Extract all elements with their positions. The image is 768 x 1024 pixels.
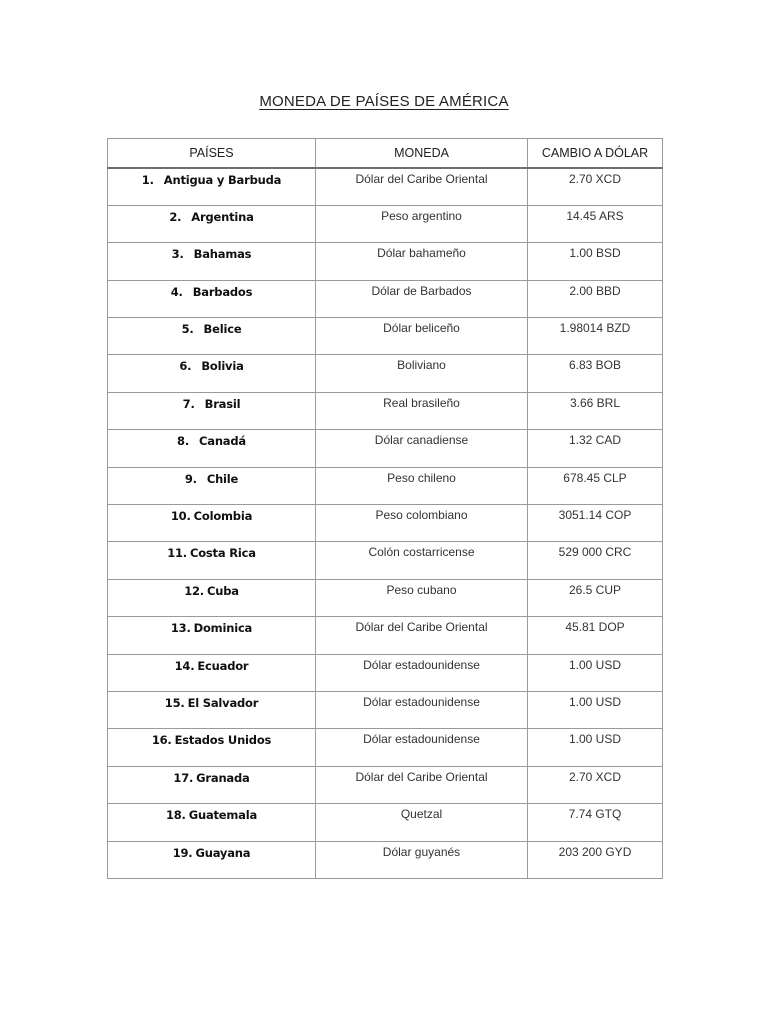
currency-cell: Peso argentino	[316, 205, 528, 242]
table-row	[108, 355, 663, 392]
country-name: Canadá	[199, 434, 246, 449]
table-row	[108, 542, 663, 579]
currency-cell: Colón costarricense	[316, 542, 528, 579]
exchange-rate-cell: 2.70 XCD	[528, 766, 663, 803]
row-number: 3.	[171, 247, 184, 262]
table-row	[108, 617, 663, 654]
exchange-rate-cell: 7.74 GTQ	[528, 804, 663, 841]
currency-cell: Dólar de Barbados	[316, 280, 528, 317]
country-cell	[108, 766, 316, 803]
table-row	[108, 804, 663, 841]
row-number: 10.	[170, 509, 191, 524]
country-name: Barbados	[192, 284, 253, 299]
country-cell	[108, 617, 316, 654]
currency-cell: Peso cubano	[316, 579, 528, 616]
country-cell	[108, 318, 316, 355]
table-row	[108, 729, 663, 766]
country-cell	[108, 355, 316, 392]
currency-cell: Dólar del Caribe Oriental	[316, 766, 528, 803]
exchange-rate-cell: 1.00 USD	[528, 654, 663, 691]
row-number: 17.	[173, 770, 194, 785]
row-number: 9.	[184, 471, 197, 486]
exchange-rate-cell: 45.81 DOP	[528, 617, 663, 654]
row-number: 12.	[184, 583, 204, 598]
table-row	[108, 841, 663, 878]
row-number: 8.	[177, 434, 190, 449]
table-row	[108, 205, 663, 242]
country-cell	[108, 841, 316, 878]
table-row	[108, 280, 663, 317]
table-header	[108, 139, 663, 169]
exchange-rate-cell: 26.5 CUP	[528, 579, 663, 616]
exchange-rate-cell: 3.66 BRL	[528, 392, 663, 429]
country-cell	[108, 243, 316, 280]
row-number: 7.	[182, 396, 195, 411]
country-cell	[108, 168, 316, 205]
table-row	[108, 243, 663, 280]
currency-cell: Dólar del Caribe Oriental	[316, 168, 528, 205]
currency-cell: Dólar canadiense	[316, 430, 528, 467]
table-row	[108, 318, 663, 355]
currency-cell: Dólar guyanés	[316, 841, 528, 878]
header-countries: PAÍSES	[108, 139, 316, 169]
currency-cell: Dólar estadounidense	[316, 691, 528, 728]
exchange-rate-cell: 2.00 BBD	[528, 280, 663, 317]
country-name: Argentina	[191, 209, 254, 224]
table-row	[108, 467, 663, 504]
exchange-rate-cell: 6.83 BOB	[528, 355, 663, 392]
row-number: 16.	[151, 733, 172, 748]
currency-cell: Dólar estadounidense	[316, 654, 528, 691]
country-name: Belice	[203, 322, 242, 337]
table-row	[108, 579, 663, 616]
country-name: Bolivia	[201, 359, 244, 374]
exchange-rate-cell: 678.45 CLP	[528, 467, 663, 504]
country-name: Ecuador	[197, 658, 249, 673]
country-cell	[108, 804, 316, 841]
exchange-rate-cell: 1.00 BSD	[528, 243, 663, 280]
row-number: 15.	[164, 695, 185, 710]
currency-cell: Peso chileno	[316, 467, 528, 504]
exchange-rate-cell: 1.00 USD	[528, 729, 663, 766]
country-name: Colombia	[193, 509, 253, 524]
row-number: 13.	[170, 621, 191, 636]
row-number: 5.	[181, 322, 194, 337]
header-currency: MONEDA	[316, 139, 528, 169]
header-row	[108, 139, 663, 169]
exchange-rate-cell: 3051.14 COP	[528, 505, 663, 542]
country-cell	[108, 430, 316, 467]
country-name: Guatemala	[188, 808, 258, 823]
currency-cell: Dólar estadounidense	[316, 729, 528, 766]
country-name: El Salvador	[187, 695, 259, 710]
country-cell	[108, 505, 316, 542]
currency-table	[107, 138, 663, 879]
row-number: 11.	[167, 546, 187, 561]
country-name: Guayana	[195, 845, 251, 860]
country-cell	[108, 542, 316, 579]
country-cell	[108, 280, 316, 317]
table-row	[108, 430, 663, 467]
document-title-text: MONEDA DE PAÍSES DE AMÉRICA	[259, 93, 509, 110]
country-cell	[108, 654, 316, 691]
country-name: Estados Unidos	[174, 733, 272, 748]
exchange-rate-cell: 1.00 USD	[528, 691, 663, 728]
row-number: 4.	[170, 284, 183, 299]
exchange-rate-cell: 1.32 CAD	[528, 430, 663, 467]
country-name: Brasil	[204, 396, 241, 411]
exchange-rate-cell: 529 000 CRC	[528, 542, 663, 579]
row-number: 14.	[174, 658, 195, 673]
table-row	[108, 505, 663, 542]
country-name: Bahamas	[193, 247, 252, 262]
row-number: 19.	[172, 845, 193, 860]
country-cell	[108, 392, 316, 429]
currency-cell: Dólar bahameño	[316, 243, 528, 280]
exchange-rate-cell: 203 200 GYD	[528, 841, 663, 878]
country-cell	[108, 205, 316, 242]
document-title	[0, 93, 768, 110]
table-body	[108, 168, 663, 878]
row-number: 2.	[169, 209, 182, 224]
currency-cell: Real brasileño	[316, 392, 528, 429]
country-name: Cuba	[206, 583, 239, 598]
country-cell	[108, 579, 316, 616]
country-name: Chile	[206, 471, 239, 486]
currency-cell: Quetzal	[316, 804, 528, 841]
currency-cell: Dólar beliceño	[316, 318, 528, 355]
country-name: Dominica	[193, 621, 253, 636]
table-row	[108, 168, 663, 205]
currency-cell: Dólar del Caribe Oriental	[316, 617, 528, 654]
country-cell	[108, 467, 316, 504]
exchange-rate-cell: 2.70 XCD	[528, 168, 663, 205]
row-number: 18.	[165, 808, 186, 823]
exchange-rate-cell: 14.45 ARS	[528, 205, 663, 242]
country-name: Antigua y Barbuda	[163, 173, 282, 187]
row-number: 1.	[141, 173, 154, 187]
country-name: Granada	[196, 770, 250, 785]
table-row	[108, 392, 663, 429]
table-row	[108, 691, 663, 728]
country-cell	[108, 691, 316, 728]
exchange-rate-cell: 1.98014 BZD	[528, 318, 663, 355]
country-cell	[108, 729, 316, 766]
header-exchange-rate: CAMBIO A DÓLAR	[528, 139, 663, 169]
currency-cell: Boliviano	[316, 355, 528, 392]
table-row	[108, 766, 663, 803]
row-number: 6.	[179, 359, 192, 374]
table-row	[108, 654, 663, 691]
country-name: Costa Rica	[189, 546, 256, 561]
currency-cell: Peso colombiano	[316, 505, 528, 542]
